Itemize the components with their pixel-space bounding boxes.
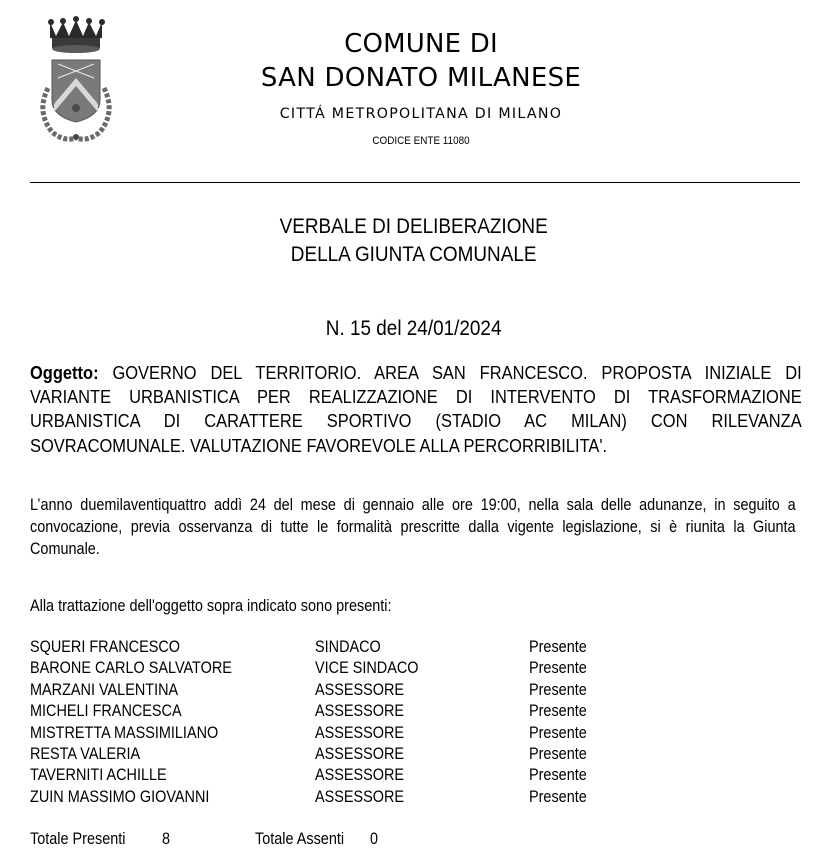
subject-paragraph: [30, 361, 802, 458]
member-name: SQUERI FRANCESCO: [30, 637, 181, 656]
document-title-line2: DELLA GIUNTA COMUNALE: [290, 242, 537, 266]
member-role: VICE SINDACO: [315, 658, 419, 678]
attendance-row: [30, 743, 670, 764]
member-status: Presente: [529, 701, 587, 721]
member-name: TAVERNITI ACHILLE: [30, 765, 167, 785]
member-role: ASSESSORE: [315, 765, 405, 785]
meeting-paragraph: L’anno duemilaventiquattro addì 24 del mese di gennaio alle ore 19:00, nella sala delle adunanze, in seguito a convocazione, previa osservanza di tutte le formalità prescritte dalla vigente legislazione, si è riunita la Giunta Comunale.: [30, 495, 796, 558]
header-codice-ente: CODICE ENTE 11080: [372, 135, 470, 147]
member-name: BARONE CARLO SALVATORE: [30, 658, 232, 678]
document-title-line1: VERBALE DI DELIBERAZIONE: [279, 214, 548, 238]
member-status: Presente: [529, 743, 587, 763]
member-name: ZUIN MASSIMO GIOVANNI: [30, 786, 210, 806]
header-divider: [30, 182, 800, 183]
totale-assenti-label: Totale Assenti: [255, 829, 345, 848]
totale-presenti-value: 8: [162, 829, 171, 848]
totale-presenti-label: Totale Presenti: [30, 829, 126, 848]
member-role: ASSESSORE: [315, 786, 405, 806]
member-name: MISTRETTA MASSIMILIANO: [30, 722, 219, 742]
totale-assenti-value: 0: [370, 829, 379, 848]
attendance-row: [30, 786, 670, 807]
attendance-row: [30, 764, 670, 785]
attendance-row: [30, 700, 670, 721]
attendance-row: [30, 722, 670, 743]
member-role: ASSESSORE: [315, 679, 405, 699]
attendance-row: [30, 657, 670, 678]
attendance-intro: Alla trattazione dell'oggetto sopra indicato sono presenti:: [30, 596, 392, 615]
header-comune-di: COMUNE DI: [344, 29, 498, 59]
attendance-row: [30, 679, 670, 700]
subject-text: GOVERNO DEL TERRITORIO. AREA SAN FRANCESCO. PROPOSTA INIZIALE DI VARIANTE URBANISTICA PER REALIZZAZIONE DI INTERVENTO DI TRASFORMAZIONE URBANISTICA DI CARATTERE SPORTIVO (STADIO AC MILAN) CON RILEVANZA SOVRACOMUNALE. VALUTAZIONE FAVOREVOLE ALLA PERCORRIBILITA'.: [30, 362, 802, 456]
member-role: ASSESSORE: [315, 743, 405, 763]
member-name: RESTA VALERIA: [30, 743, 141, 763]
member-status: Presente: [529, 679, 587, 699]
header-metropolitan-city: CITTÁ METROPOLITANA DI MILANO: [279, 106, 563, 122]
deliberation-number: N. 15 del 24/01/2024: [325, 316, 502, 340]
member-role: ASSESSORE: [315, 722, 405, 742]
member-name: MICHELI FRANCESCA: [30, 701, 182, 721]
header-municipality-name: SAN DONATO MILANESE: [260, 63, 582, 93]
member-role: ASSESSORE: [315, 701, 405, 721]
member-status: Presente: [529, 722, 587, 742]
attendance-row: [30, 636, 670, 657]
member-status: Presente: [529, 658, 587, 678]
member-status: Presente: [529, 765, 587, 785]
attendance-list: [30, 636, 670, 807]
member-status: Presente: [529, 637, 587, 656]
member-role: SINDACO: [315, 637, 381, 656]
member-status: Presente: [529, 786, 587, 806]
member-name: MARZANI VALENTINA: [30, 679, 179, 699]
subject-label: Oggetto:: [30, 362, 99, 383]
